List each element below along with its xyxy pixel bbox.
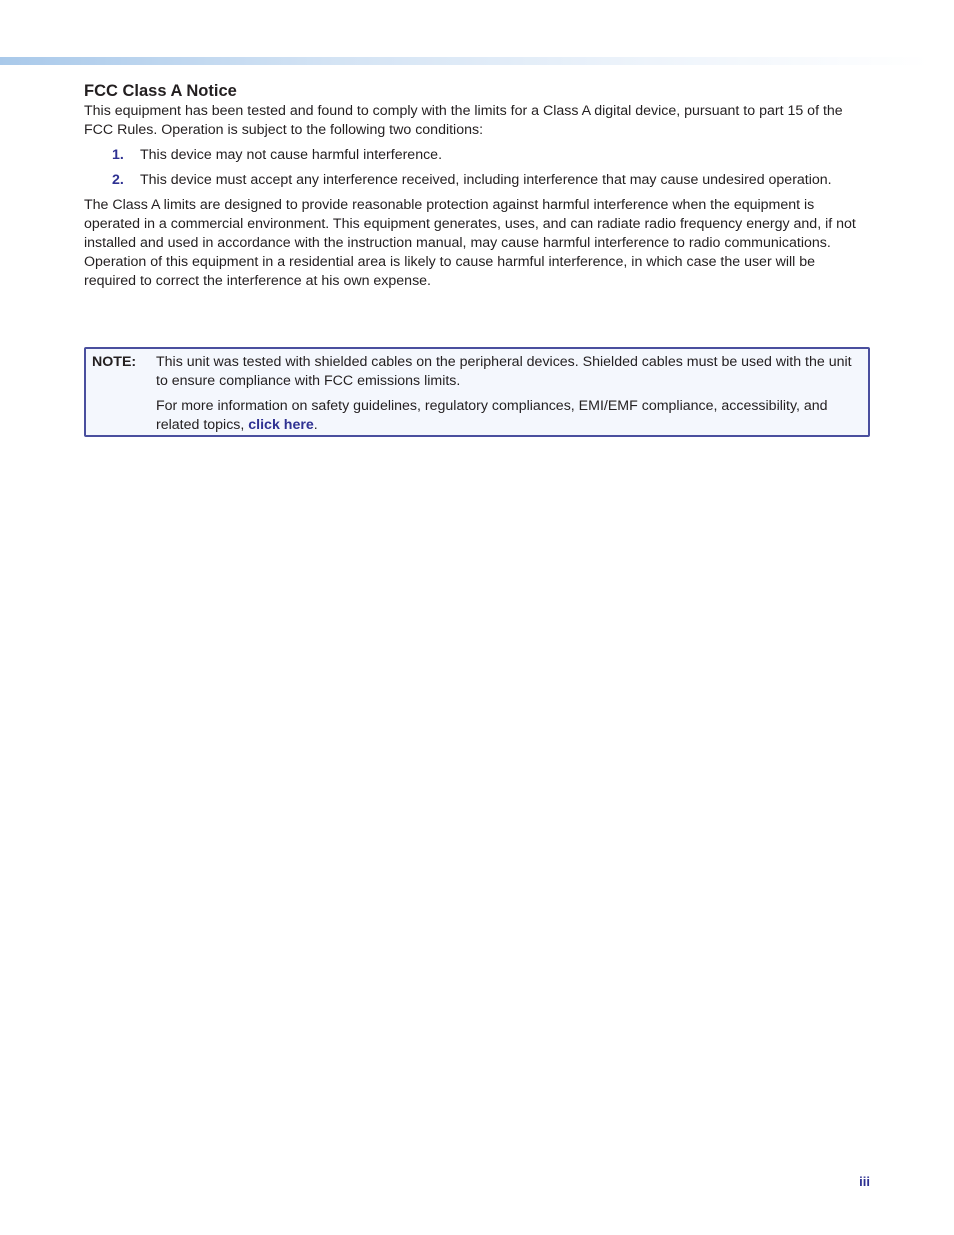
note-text-2 — [156, 397, 860, 435]
page-number: iii — [859, 1174, 870, 1189]
section-heading: FCC Class A Notice — [84, 82, 237, 100]
note-text-2-prefix: For more information on safety guidelines, regulatory compliances, EMI/EMF compliance, accessibility, and related topics, — [156, 398, 828, 433]
note-body — [156, 353, 860, 435]
intro-paragraph: This equipment has been tested and found to comply with the limits for a Class A digital device, pursuant to part 15 of the FCC Rules. Operation is subject to the following two conditions: — [84, 103, 843, 138]
limits-paragraph: The Class A limits are designed to provide reasonable protection against harmful interference when the equipment is operated in a commercial environment. This equipment generates, uses, and can radiate radio frequency energy and, if not installed and used in accordance with the instruction manual, may cause harmful interference to radio communications. Operation of this equipment in a residential area is likely to cause harmful interference, in which case the user will be required to correct the interference at his own expense. — [84, 197, 856, 289]
list-item-number: 1. — [112, 147, 124, 163]
note-text-1: This unit was tested with shielded cables on the peripheral devices. Shielded cables must be used with the unit to ensure compliance with FCC emissions limits. — [156, 354, 852, 389]
note-text-2-suffix: . — [313, 417, 318, 433]
click-here-link[interactable]: click here — [248, 417, 314, 433]
header-gradient-bar — [0, 57, 930, 65]
list-item-number: 2. — [112, 172, 124, 188]
list-item-text: This device may not cause harmful interference. — [140, 147, 443, 163]
list-item — [84, 171, 870, 190]
note-box — [84, 347, 870, 437]
list-item-text: This device must accept any interference received, including interference that may cause undesired operation. — [140, 172, 832, 188]
note-label: NOTE: — [92, 354, 137, 370]
conditions-list — [84, 146, 870, 190]
fcc-notice-section — [84, 80, 870, 291]
list-item — [84, 146, 870, 165]
